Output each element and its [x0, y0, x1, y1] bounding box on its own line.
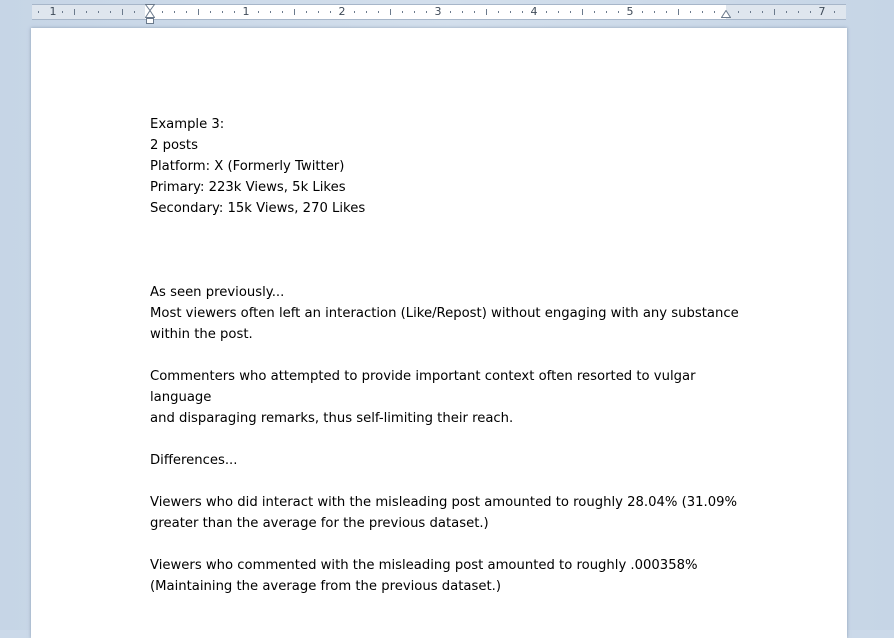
- ruler-tick: [390, 9, 391, 15]
- ruler-tick: [690, 11, 691, 13]
- ruler-tick: [522, 11, 523, 13]
- ruler-tick: [582, 9, 583, 15]
- ruler-tick: [642, 11, 643, 13]
- text-line: Secondary: 15k Views, 270 Likes: [150, 201, 366, 216]
- text-line: and disparaging remarks, thus self-limiting their reach.: [150, 411, 514, 426]
- right-indent-marker[interactable]: [721, 10, 731, 18]
- ruler-tick: [86, 11, 87, 13]
- ruler-tick: [366, 11, 367, 13]
- ruler-number: 4: [530, 5, 538, 18]
- ruler-tick: [486, 9, 487, 15]
- text-line: (Maintaining the average from the previous dataset.): [150, 579, 501, 594]
- ruler-tick: [594, 11, 595, 13]
- ruler-tick: [222, 11, 223, 13]
- blank-line: [150, 261, 740, 282]
- ruler-tick: [414, 11, 415, 13]
- ruler-tick: [834, 11, 835, 13]
- text-line: As seen previously...: [150, 285, 285, 300]
- ruler-tick: [62, 11, 63, 13]
- ruler-tick: [666, 11, 667, 13]
- ruler-number: 1: [242, 5, 250, 18]
- ruler-number: 7: [818, 5, 826, 18]
- ruler-tick: [294, 9, 295, 15]
- ruler-tick: [318, 11, 319, 13]
- text-line: Platform: X (Formerly Twitter): [150, 159, 345, 174]
- ruler-tick: [98, 11, 99, 13]
- ruler-tick: [186, 11, 187, 13]
- ruler-tick: [714, 11, 715, 13]
- ruler-number: 3: [434, 5, 442, 18]
- ruler-number: 2: [338, 5, 346, 18]
- ruler-tick: [546, 11, 547, 13]
- ruler-tick: [606, 11, 607, 13]
- ruler-tick: [162, 11, 163, 13]
- ruler-tick: [306, 11, 307, 13]
- ruler-tick: [558, 11, 559, 13]
- ruler-tick: [174, 11, 175, 13]
- ruler-tick: [810, 11, 811, 13]
- ruler-tick: [570, 11, 571, 13]
- ruler-tick: [282, 11, 283, 13]
- blank-line: [150, 240, 740, 261]
- ruler-tick: [378, 11, 379, 13]
- ruler-tick: [258, 11, 259, 13]
- ruler-tick: [474, 11, 475, 13]
- blank-line: [150, 534, 740, 555]
- ruler-tick: [678, 9, 679, 15]
- ruler-tick: [498, 11, 499, 13]
- ruler-tick: [618, 11, 619, 13]
- ruler-tick: [210, 11, 211, 13]
- text-line: greater than the average for the previous dataset.): [150, 516, 489, 531]
- blank-line: [150, 429, 740, 450]
- ruler-tick: [738, 11, 739, 13]
- ruler-number: 5: [626, 5, 634, 18]
- ruler-tick: [74, 9, 75, 15]
- text-line: Viewers who commented with the misleading post amounted to roughly .000358%: [150, 558, 698, 573]
- ruler-tick: [510, 11, 511, 13]
- ruler-tick: [654, 11, 655, 13]
- ruler-tick: [198, 9, 199, 15]
- document-body[interactable]: [150, 114, 740, 597]
- ruler-tick: [110, 11, 111, 13]
- ruler-tick: [122, 9, 123, 15]
- blank-line: [150, 219, 740, 240]
- hanging-indent-marker[interactable]: [145, 10, 155, 18]
- left-indent-marker[interactable]: [146, 18, 154, 24]
- ruler-tick: [774, 9, 775, 15]
- ruler-tick: [38, 11, 39, 13]
- ruler-tick: [354, 11, 355, 13]
- ruler-tick: [450, 11, 451, 13]
- ruler-tick: [702, 11, 703, 13]
- ruler-tick: [330, 11, 331, 13]
- text-line: Differences...: [150, 453, 238, 468]
- ruler-tick: [462, 11, 463, 13]
- blank-line: [150, 345, 740, 366]
- ruler-tick: [786, 11, 787, 13]
- text-line: 2 posts: [150, 138, 198, 153]
- ruler-tick: [798, 11, 799, 13]
- ruler-tick: [134, 11, 135, 13]
- text-line: Most viewers often left an interaction (Like/Repost) without engaging with any substance: [150, 306, 739, 321]
- ruler-tick: [402, 11, 403, 13]
- ruler-tick: [234, 11, 235, 13]
- text-line: Primary: 223k Views, 5k Likes: [150, 180, 346, 195]
- document-page[interactable]: [31, 28, 847, 638]
- ruler-number: 1: [49, 5, 57, 18]
- text-line: within the post.: [150, 327, 253, 342]
- text-line: Viewers who did interact with the misleading post amounted to roughly 28.04% (31.09%: [150, 495, 738, 510]
- ruler-tick: [762, 11, 763, 13]
- text-line: Commenters who attempted to provide important context often resorted to vulgar language: [150, 369, 700, 405]
- ruler-tick: [426, 11, 427, 13]
- ruler-tick: [270, 11, 271, 13]
- ruler-tick: [750, 11, 751, 13]
- text-line: Example 3:: [150, 117, 225, 132]
- blank-line: [150, 471, 740, 492]
